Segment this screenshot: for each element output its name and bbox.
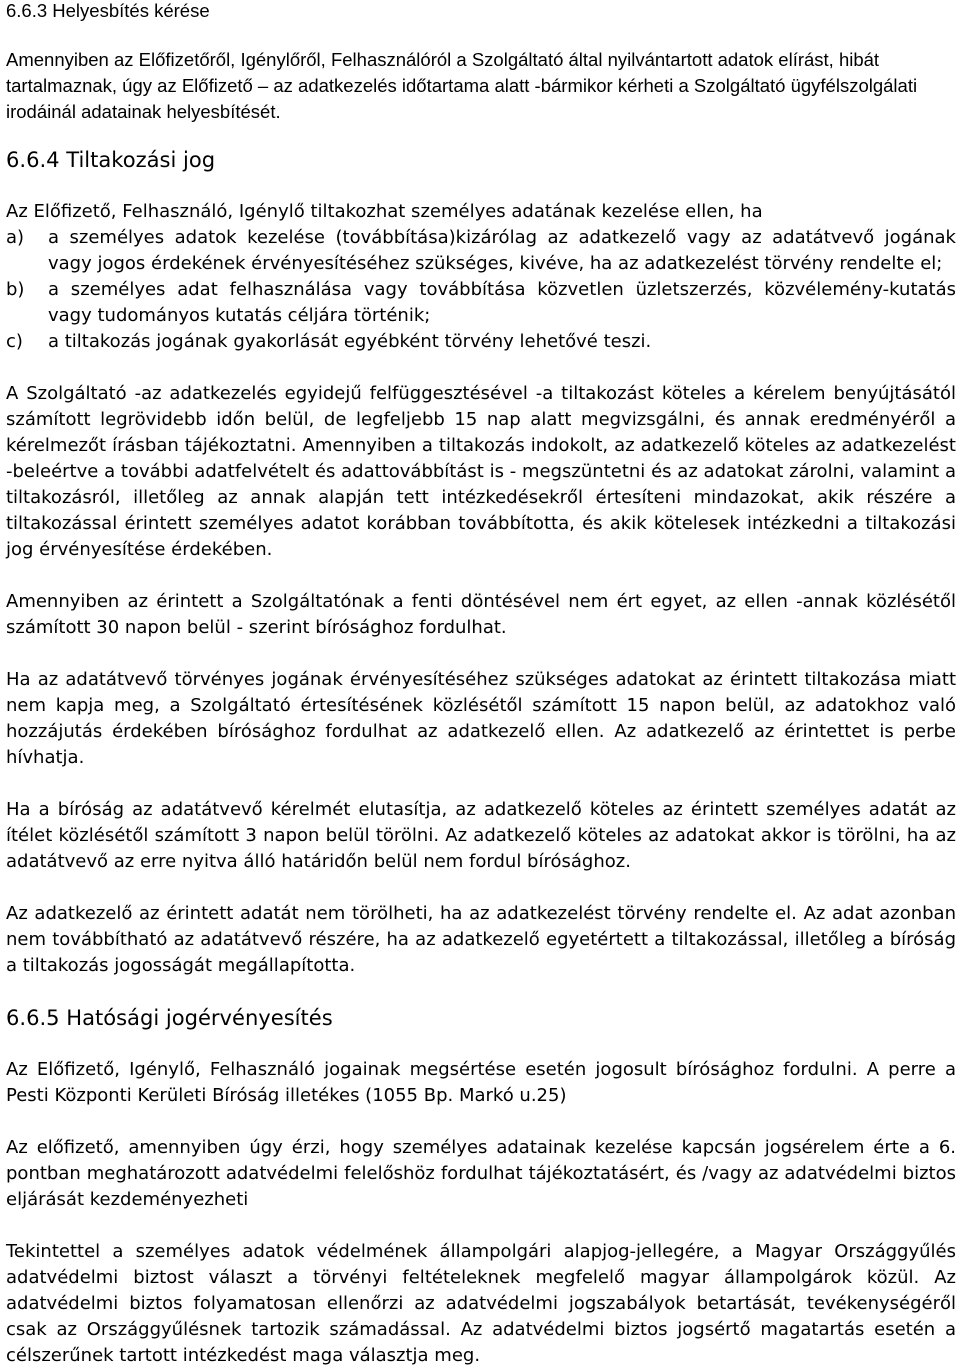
section-665-title: 6.6.5 Hatósági jogérvényesítés (6, 1005, 333, 1030)
section-664-title: 6.6.4 Tiltakozási jog (6, 147, 216, 172)
section-664-intro: Az Előfizető, Felhasználó, Igénylő tiltakozhat személyes adatának kezelése ellen, ha (6, 201, 763, 222)
list-item (6, 277, 956, 329)
section-665-paragraph: Az Előfizető, Igénylő, Felhasználó jogainak megsértése esetén jogosult bírósághoz fordulni. A perre a Pesti Központi Kerületi Bíróság illetékes (1055 Bp. Markó u.25) (6, 1059, 956, 1106)
list-item-text: a tiltakozás jogának gyakorlását egyébként törvény lehetővé teszi. (48, 331, 652, 352)
list-item (6, 225, 956, 277)
section-664-paragraph: Ha a bíróság az adatátvevő kérelmét elutasítja, az adatkezelő köteles az érintett személyes adatát az ítélet közlésétől számított 3 napon belül törölni. Az adatkezelő köteles az adatokat akkor is törölni, ha az adatátvevő az erre nyitva álló határidőn belül nem fordul bírósághoz. (6, 799, 956, 872)
section-663-paragraph: Amennyiben az Előfizetőről, Igénylőről, Felhasználóról a Szolgáltató által nyilvántartott adatok elírást, hibát tartalmaznak, úgy az Előfizető – az adatkezelés időtartama alatt -bármikor kérheti a Szolgáltató ügyfélszolgálati irodáinál adatainak helyesbítését. (6, 49, 918, 122)
section-664-paragraph: Az adatkezelő az érintett adatát nem törölheti, ha az adatkezelést törvény rendelte el. Az adat azonban nem továbbítható az adatátvevő részére, ha az adatkezelő egyetértett a tiltakozással, illetőleg a bíróság a tiltakozás jogosságát megállapította. (6, 903, 956, 976)
document-body (6, 147, 956, 1369)
list-marker: a) (6, 227, 25, 248)
section-664-paragraph: A Szolgáltató -az adatkezelés egyidejű felfüggesztésével -a tiltakozást köteles a kérelem benyújtásától számított legrövidebb időn belül, de legfeljebb 15 nap alatt megvizsgálni, és annak eredményéről a kérelmezőt írásban tájékoztatni. Amennyiben a tiltakozás indokolt, az adatkezelő köteles az adatkezelést -beleértve a további adatfelvételt és adattovábbítást is - megszüntetni és az adatokat zárolni, valamint a tiltakozásról, illetőleg az annak alapján tett intézkedésekről értesíteni mindazokat, akik részére a tiltakozással érintett személyes adatot korábban továbbította, és akik kötelesek intézkedni a tiltakozási jog érvényesítése érdekében. (6, 383, 956, 560)
section-665-paragraph: Az előfizető, amennyiben úgy érzi, hogy személyes adatainak kezelése kapcsán jogsérelem érte a 6. pontban meghatározott adatvédelmi felelőshöz fordulhat tájékoztatásért, és /vagy az adatvédelmi biztos eljárását kezdeményezheti (6, 1137, 956, 1210)
list-item-text: a személyes adatok kezelése (továbbítása)kizárólag az adatkezelő vagy az adatátvevő jogának vagy jogos érdekének érvényesítéséhez szükséges, kivéve, ha az adatkezelést törvény rendelte el; (48, 227, 956, 274)
section-664-paragraph: Ha az adatátvevő törvényes jogának érvényesítéséhez szükséges adatokat az érintett tiltakozása miatt nem kapja meg, a Szolgáltató értesítésének közlésétől számított 15 napon belül, az adatokhoz való hozzájutás érdekében bírósághoz fordulhat az adatkezelő ellen. Az adatkezelő az érintettet is perbe hívhatja. (6, 669, 956, 768)
list-marker: c) (6, 331, 23, 352)
section-665-paragraph: Tekintettel a személyes adatok védelmének állampolgári alapjog-jellegére, a Magyar Országgyűlés adatvédelmi biztost választ a törvényi feltételeknek megfelelő magyar állampolgárok közül. Az adatvédelmi biztos folyamatosan ellenőrzi az adatvédelmi jogszabályok betartását, tevékenységéről csak az Országgyűlésnek tartozik számadással. Az adatvédelmi biztos jogsértő magatartás esetén a célszerűnek tartott intézkedést maga választja meg. (6, 1241, 956, 1366)
section-663-title: 6.6.3 Helyesbítés kérése (6, 0, 210, 21)
objection-conditions-list (6, 225, 956, 355)
section-664-paragraph: Amennyiben az érintett a Szolgáltatónak a fenti döntésével nem ért egyet, az ellen -annak közlésétől számított 30 napon belül - szerint bírósághoz fordulhat. (6, 591, 956, 638)
list-marker: b) (6, 279, 25, 300)
list-item (6, 329, 956, 355)
list-item-text: a személyes adat felhasználása vagy továbbítása közvetlen üzletszerzés, közvélemény-kutatás vagy tudományos kutatás céljára történik; (48, 279, 956, 326)
